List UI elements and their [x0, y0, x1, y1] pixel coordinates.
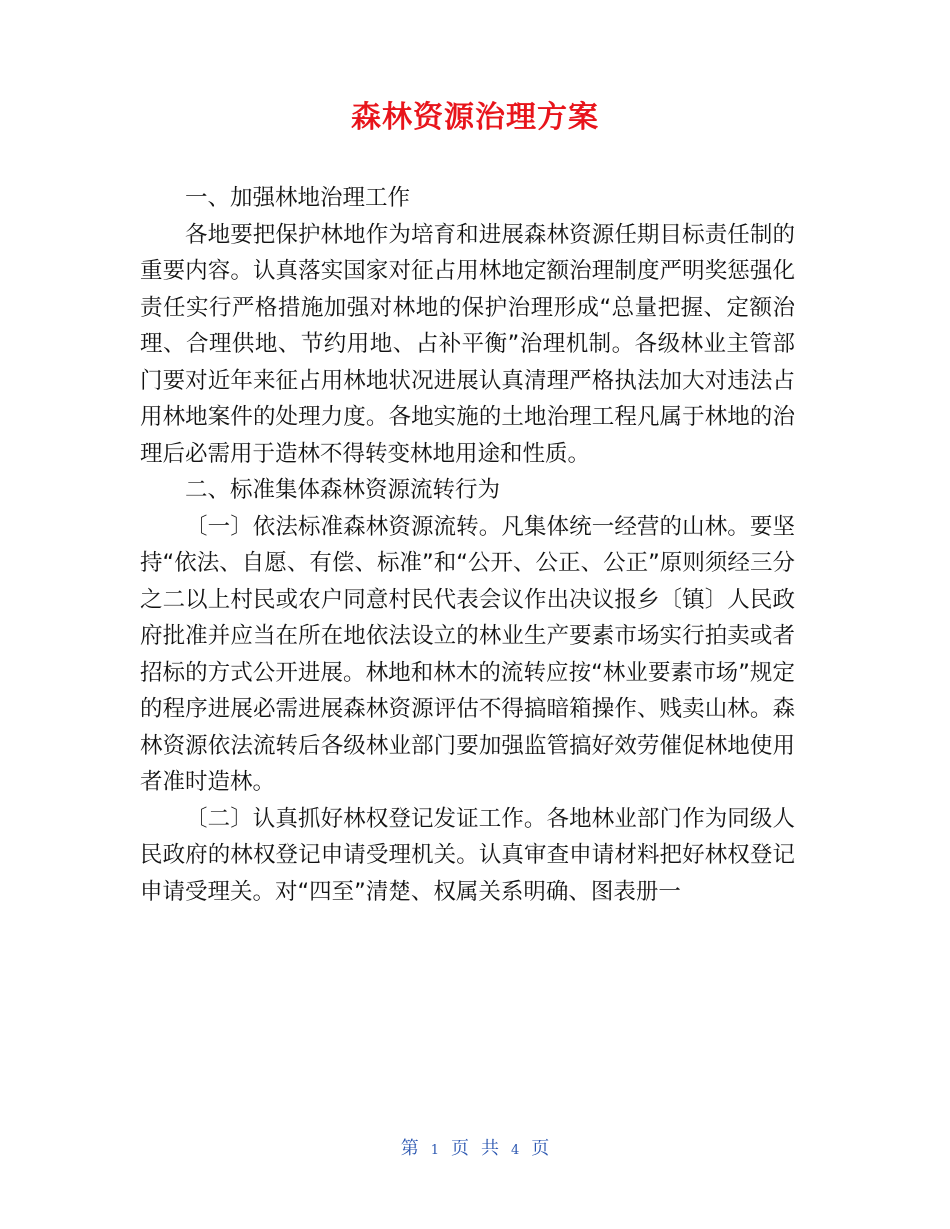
paragraph-3: 〔二〕认真抓好林权登记发证工作。各地林业部门作为同级人民政府的林权登记申请受理机关。认真审查申请材料把好林权登记申请受理关。对“四至”清楚、权属关系明确、图表册一	[140, 805, 795, 905]
document-title: 森林资源治理方案	[351, 100, 599, 135]
footer-total-pages: 4	[511, 1143, 520, 1158]
footer-ye: 页	[451, 1138, 469, 1159]
footer-di: 第	[400, 1138, 419, 1159]
section-heading-1: 一、加强林地治理工作	[185, 185, 411, 211]
footer-gong: 共	[481, 1138, 499, 1159]
page-footer	[0, 1134, 950, 1160]
section-heading-2: 二、标准集体森林资源流转行为	[185, 477, 501, 503]
document-body	[140, 180, 795, 910]
footer-ye2: 页	[531, 1138, 550, 1159]
paragraph-1: 各地要把保护林地作为培育和进展森林资源任期目标责任制的重要内容。认真落实国家对征占用林地定额治理制度严明奖惩强化责任实行严格措施加强对林地的保护治理形成“总量把握、定额治理、合理供地、节约用地、占补平衡”治理机制。各级林业主管部门要对近年来征占用林地状况进展认真清理严格执法加大对违法占用林地案件的处理力度。各地实施的土地治理工程凡属于林地的治理后必需用于造林不得转变林地用途和性质。	[140, 221, 795, 467]
footer-page-number: 1	[430, 1143, 439, 1158]
paragraph-2: 〔一〕依法标准森林资源流转。凡集体统一经营的山林。要坚持“依法、自愿、有偿、标准”和“公开、公正、公正”原则须经三分之二以上村民或农户同意村民代表会议作出决议报乡〔镇〕人民政府批准并应当在所在地依法设立的林业生产要素市场实行拍卖或者招标的方式公开进展。林地和林木的流转应按“林业要素市场”规定的程序进展必需进展森林资源评估不得搞暗箱操作、贱卖山林。森林资源依法流转后各级林业部门要加强监管搞好效劳催促林地使用者准时造林。	[140, 513, 795, 795]
